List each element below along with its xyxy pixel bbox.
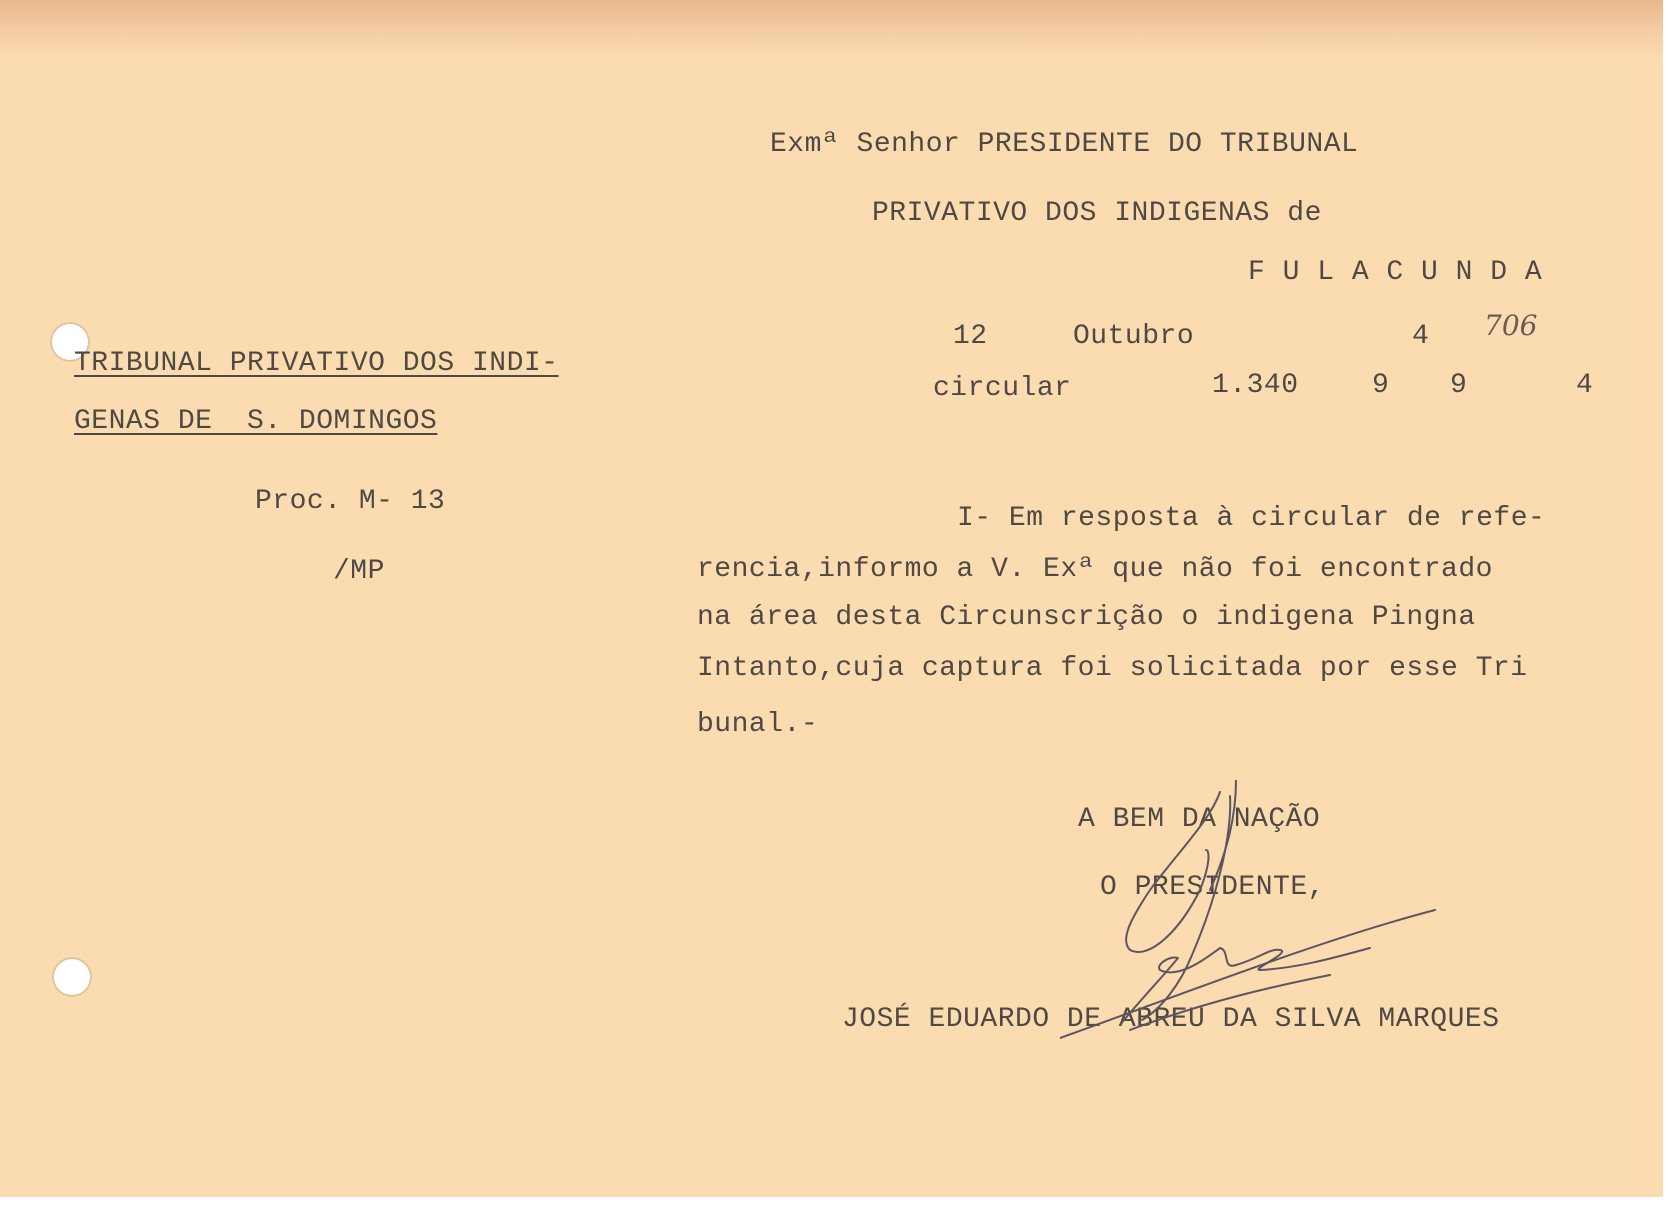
body-line-2: rencia,informo a V. Exª que não foi encontrado (697, 554, 1493, 585)
tribunal-header-line1: TRIBUNAL PRIVATIVO DOS INDI- (74, 348, 559, 379)
handwritten-number: 706 (1484, 309, 1538, 342)
ref-month: Outubro (1073, 321, 1195, 352)
tribunal-header-line2: GENAS DE S. DOMINGOS (74, 406, 438, 437)
punch-hole-bottom (52, 957, 92, 997)
ref-a: 9 (1372, 370, 1390, 401)
ref-c: 4 (1576, 370, 1594, 401)
body-line-5: bunal.- (697, 709, 819, 740)
salutation-line: Exmª Senhor PRESIDENTE DO TRIBUNAL (770, 129, 1359, 160)
handwritten-signature (1060, 780, 1460, 1040)
ref-type: circular (933, 373, 1072, 404)
closing-formula: A BEM DA NAÇÃO (1078, 804, 1321, 835)
body-line-4: Intanto,cuja captura foi solicitada por esse Tri (697, 653, 1528, 684)
ref-b: 9 (1450, 370, 1468, 401)
ref-code: 1.340 (1212, 370, 1299, 401)
aged-paper-edge (0, 0, 1669, 62)
signatory-title: O PRESIDENTE, (1100, 872, 1325, 903)
body-line-3: na área desta Circunscrição o indigena Pingna (697, 602, 1476, 633)
process-reference: Proc. M- 13 (255, 486, 446, 517)
signatory-name: JOSÉ EDUARDO DE ABREU DA SILVA MARQUES (842, 1004, 1500, 1035)
ref-day: 12 (953, 321, 988, 352)
place-name: F U L A C U N D A (1248, 257, 1543, 288)
body-line-1: I- Em resposta à circular de refe- (957, 503, 1546, 534)
ref-number: 4 (1412, 321, 1430, 352)
typist-initials: /MP (333, 556, 385, 587)
scan-border-bottom (0, 1197, 1669, 1205)
scan-border-right (1663, 0, 1669, 1205)
addressee-line: PRIVATIVO DOS INDIGENAS de (872, 198, 1322, 229)
